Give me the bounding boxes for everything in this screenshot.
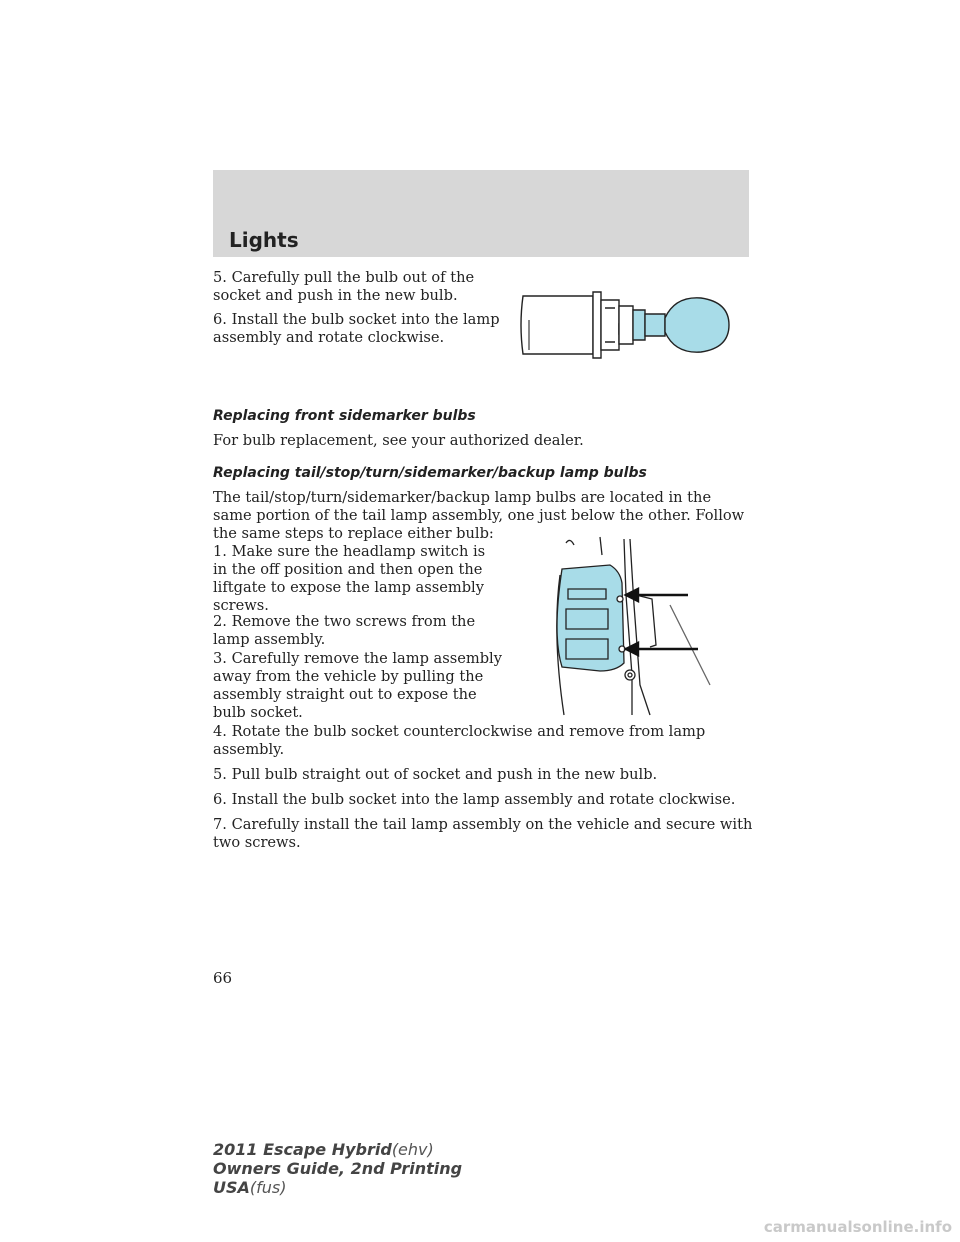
tail-lamp-illustration <box>540 535 720 720</box>
section-header-bar <box>213 170 749 257</box>
section-title: Lights <box>229 228 299 252</box>
footer-model: 2011 Escape Hybrid <box>213 1140 392 1159</box>
step-4: 4. Rotate the bulb socket counterclockwise and remove from lamp assembly. <box>213 723 706 758</box>
heading-front-sidemarker: Replacing front sidemarker bulbs <box>213 408 476 424</box>
bulb-socket-illustration <box>515 280 735 370</box>
step-5: 5. Pull bulb straight out of socket and push in the new bulb. <box>213 766 658 783</box>
step-3: 3. Carefully remove the lamp assembly away from the vehicle by pulling the assembly straight out to expose the bulb socket. <box>213 650 502 721</box>
body-front-sidemarker: For bulb replacement, see your authorized dealer. <box>213 432 584 449</box>
heading-tail-lamp: Replacing tail/stop/turn/sidemarker/backup lamp bulbs <box>213 465 647 481</box>
step-7: 7. Carefully install the tail lamp assembly on the vehicle and secure with two screws. <box>213 816 753 851</box>
page-number: 66 <box>213 969 233 987</box>
step-5-top: 5. Carefully pull the bulb out of the socket and push in the new bulb. <box>213 269 475 304</box>
footer-edition <box>213 1140 462 1197</box>
step-1: 1. Make sure the headlamp switch is in the off position and then open the liftgate to expose the lamp assembly screws. <box>213 543 486 614</box>
footer-market: USA <box>213 1178 250 1197</box>
step-6: 6. Install the bulb socket into the lamp assembly and rotate clockwise. <box>213 791 736 808</box>
footer-market-code: (fus) <box>249 1178 287 1197</box>
watermark: carmanualsonline.info <box>763 1218 952 1236</box>
footer-model-code: (ehv) <box>391 1140 434 1159</box>
body-tail-lamp: The tail/stop/turn/sidemarker/backup lamp bulbs are located in the same portion of the tail lamp assembly, one just below the other. Follow the same steps to replace either bulb: <box>213 489 745 542</box>
step-2: 2. Remove the two screws from the lamp assembly. <box>213 613 476 648</box>
footer-guide: Owners Guide, 2nd Printing <box>213 1159 463 1178</box>
step-6-top: 6. Install the bulb socket into the lamp assembly and rotate clockwise. <box>213 311 500 346</box>
